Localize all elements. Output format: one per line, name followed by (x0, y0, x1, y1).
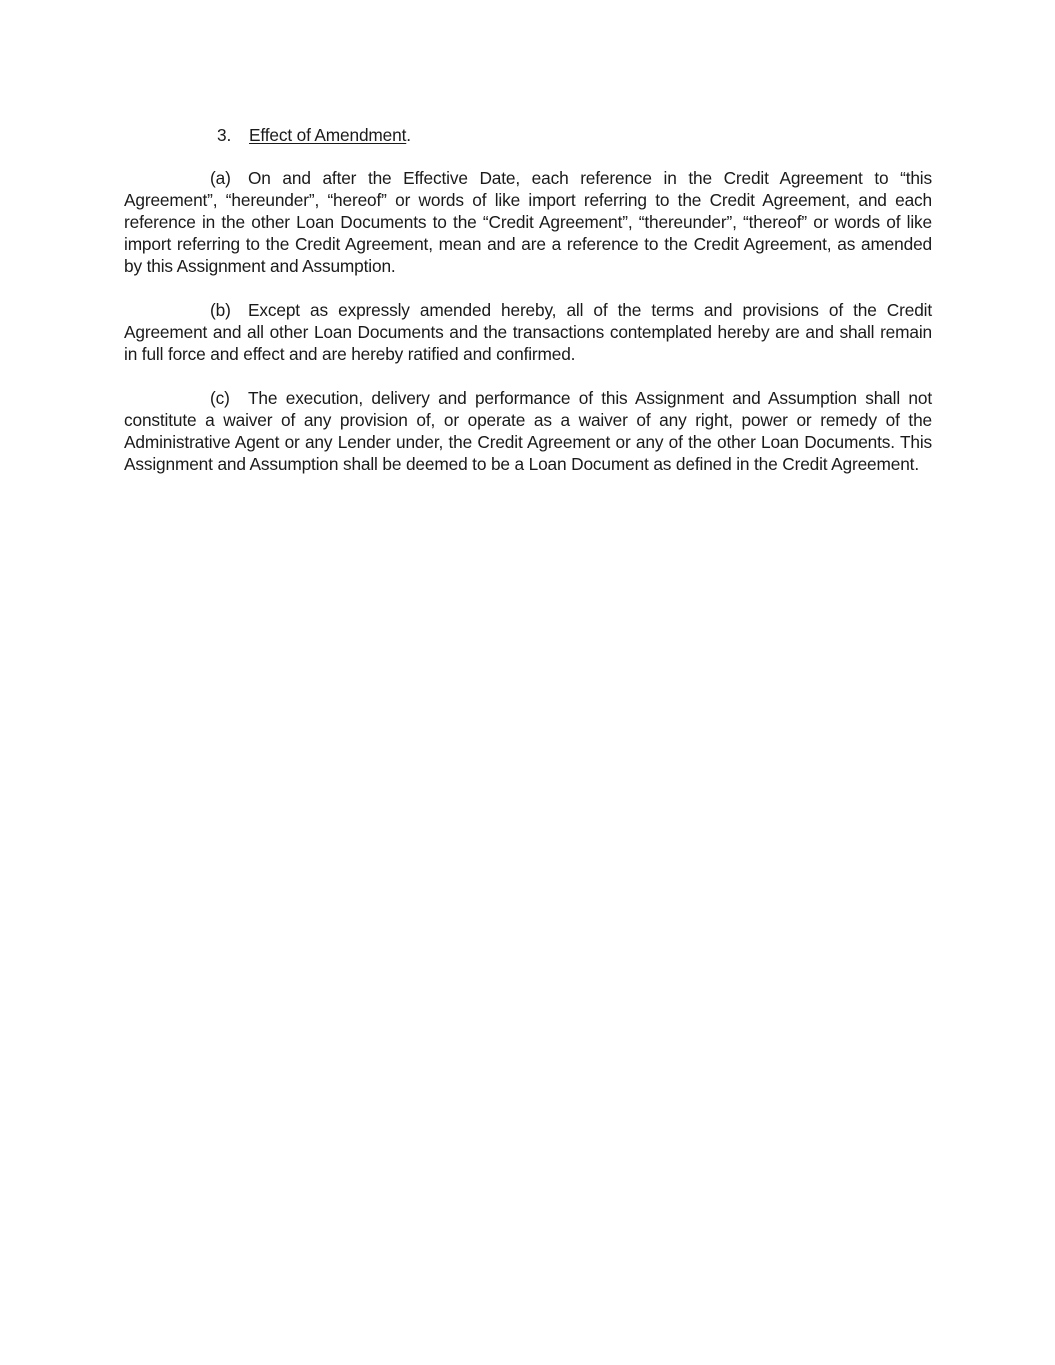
paragraph-text: Except as expressly amended hereby, all of the terms and provisions of the Credit Agreement and all other Loan Documents and the transactions contemplated hereby are and shall remain in full force and effect and are hereby ratified and confirmed. (124, 300, 932, 364)
paragraph-text: On and after the Effective Date, each reference in the Credit Agreement to “this Agreement”, “hereunder”, “hereof” or words of like import referring to the Credit Agreement, and each reference in the other Loan Documents to the “Credit Agreement”, “thereunder”, “thereof” or words of like import referring to the Credit Agreement, mean and are a reference to the Credit Agreement, as amended by this Assignment and Assumption. (124, 168, 932, 276)
paragraph-label: (a) (210, 168, 231, 188)
paragraph-label: (c) (210, 388, 230, 408)
section-heading (124, 124, 932, 146)
section-title: Effect of Amendment (249, 125, 407, 145)
document-body (124, 124, 932, 497)
paragraph-label: (b) (210, 300, 231, 320)
paragraph-a (124, 167, 932, 277)
paragraph-b (124, 299, 932, 365)
section-title-period: . (406, 125, 411, 145)
section-number: 3. (217, 125, 232, 145)
paragraph-text: The execution, delivery and performance of this Assignment and Assumption shall not constitute a waiver of any provision of, or operate as a waiver of any right, power or remedy of the Administrative Agent or any Lender under, the Credit Agreement or any of the other Loan Documents. This Assignment and Assumption shall be deemed to be a Loan Document as defined in the Credit Agreement. (124, 388, 932, 474)
paragraph-c (124, 387, 932, 475)
